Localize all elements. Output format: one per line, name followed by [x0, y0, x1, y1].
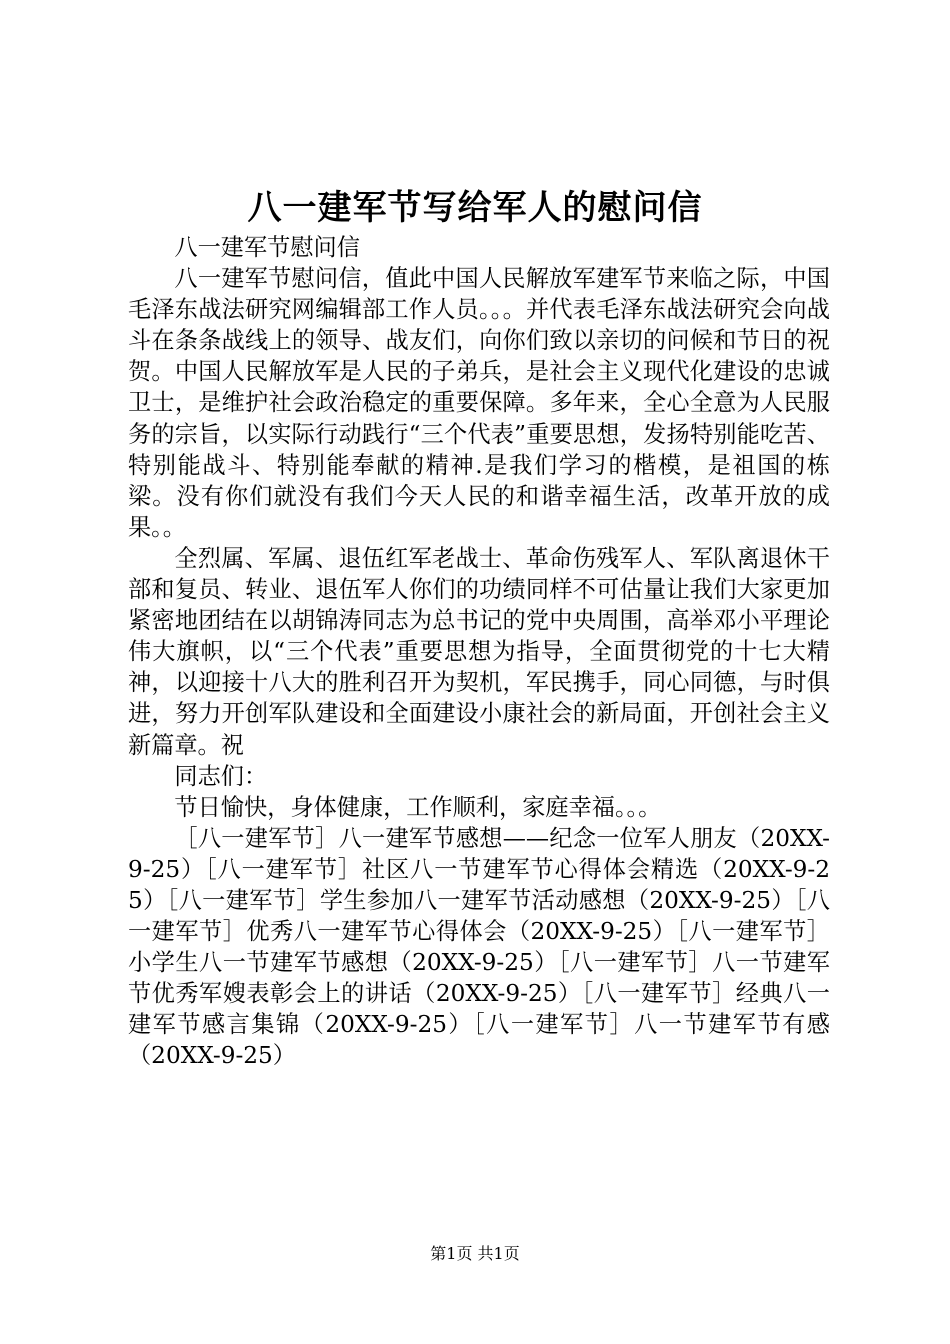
paragraph-greeting: 八一建军节慰问信，值此中国人民解放军建军节来临之际，中国毛泽东战法研究网编辑部工作人员。。。并代表毛泽东战法研究会向战斗在条条战线上的领导、战友们，向你们致以亲切的问候和节日的祝贺。中国人民解放军是人民的子弟兵，是社会主义现代化建设的忠诚卫士，是维护社会政治稳定的重要保障。多年来，全心全意为人民服务的宗旨，以实际行动践行“三个代表”重要思想，发扬特别能吃苦、特别能战斗、特别能奉献的精神.是我们学习的楷模，是祖国的栋梁。没有你们就没有我们今天人民的和谐幸福生活，改革开放的成果。。: [128, 265, 830, 541]
document-title: 八一建军节写给军人的慰问信: [247, 188, 703, 228]
document-body: [128, 232, 830, 1072]
paragraph-salutation: 同志们：: [174, 762, 268, 790]
page-number: 第1页 共1页: [430, 1244, 520, 1263]
paragraph-wishes: 节日愉快，身体健康，工作顺利，家庭幸福。。。: [174, 793, 662, 821]
paragraph-related-links: ［八一建军节］八一建军节感想——纪念一位军人朋友（20XX-9-25）［八一建军节］社区八一节建军节心得体会精选（20XX-9-25）［八一建军节］学生参加八一建军节活动感想（20XX-9-25）［八一建军节］优秀八一建军节心得体会（20XX-9-25）［八一建军节］小学生八一节建军节感想（20XX-9-25）［八一建军节］八一节建军节优秀军嫂表彰会上的讲话（20XX-9-25）［八一建军节］经典八一建军节感言集锦（20XX-9-25）［八一建军节］八一节建军节有感（20XX-9-25）: [128, 824, 830, 1070]
paragraph-heading: 八一建军节慰问信: [174, 234, 360, 261]
paragraph-tribute: 全烈属、军属、退伍红军老战士、革命伤残军人、军队离退休干部和复员、转业、退伍军人你们的功绩同样不可估量让我们大家更加紧密地团结在以胡锦涛同志为总书记的党中央周围，高举邓小平理论伟大旗帜，以“三个代表”重要思想为指导，全面贯彻党的十七大精神，以迎接十八大的胜利召开为契机，军民携手，同心同德，与时俱进，努力开创军队建设和全面建设小康社会的新局面，开创社会主义新篇章。祝: [128, 544, 830, 759]
